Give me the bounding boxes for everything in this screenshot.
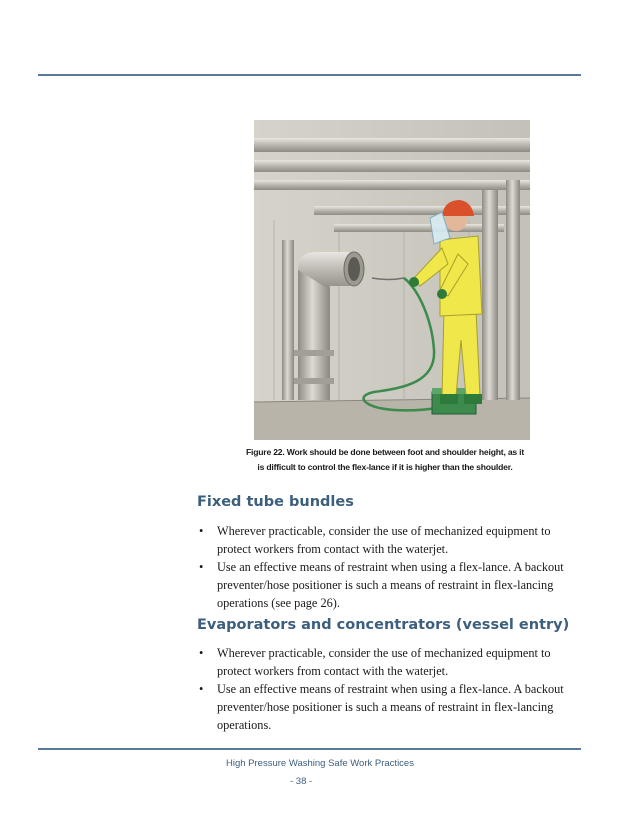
list-item [199, 680, 589, 734]
bullet-text-line: Wherever practicable, consider the use of mechanized equipment to [217, 524, 551, 538]
bullet-text-line: preventer/hose positioner is such a means of restraint in flex-lancing [217, 578, 554, 592]
bullet-text-line: Wherever practicable, consider the use of mechanized equipment to [217, 646, 551, 660]
list-item [199, 644, 589, 680]
figure-caption-line-2: is difficult to control the flex-lance if it is higher than the shoulder. [257, 462, 513, 472]
bullet-text-line: operations. [217, 718, 272, 732]
bullet-list-fixed-tube-bundles [199, 522, 589, 612]
figure-caption-line-1: Figure 22. Work should be done between foot and shoulder height, as it [245, 447, 525, 457]
list-item [199, 522, 589, 558]
worker-flex-lance-illustration [254, 120, 530, 440]
section-heading-fixed-tube-bundles: Fixed tube bundles [197, 494, 354, 510]
bullet-icon: • [199, 682, 204, 696]
list-item [199, 558, 589, 612]
bullet-text-line: operations (see page 26). [217, 596, 340, 610]
bullet-icon: • [199, 560, 204, 574]
bullet-text-line: protect workers from contact with the waterjet. [217, 664, 449, 678]
footer-document-title: High Pressure Washing Safe Work Practices [226, 758, 414, 769]
bullet-icon: • [199, 524, 204, 538]
bullet-text-line: preventer/hose positioner is such a means of restraint in flex-lancing [217, 700, 554, 714]
footer-rule [38, 748, 581, 750]
page-number: - 38 - [290, 776, 313, 787]
header-rule [38, 74, 581, 76]
bullet-list-evaporators [199, 644, 589, 734]
section-heading-evaporators: Evaporators and concentrators (vessel entry) [197, 617, 570, 633]
bullet-text-line: Use an effective means of restraint when using a flex-lance. A backout [217, 560, 564, 574]
bullet-text-line: Use an effective means of restraint when using a flex-lance. A backout [217, 682, 564, 696]
bullet-icon: • [199, 646, 204, 660]
bullet-text-line: protect workers from contact with the waterjet. [217, 542, 449, 556]
